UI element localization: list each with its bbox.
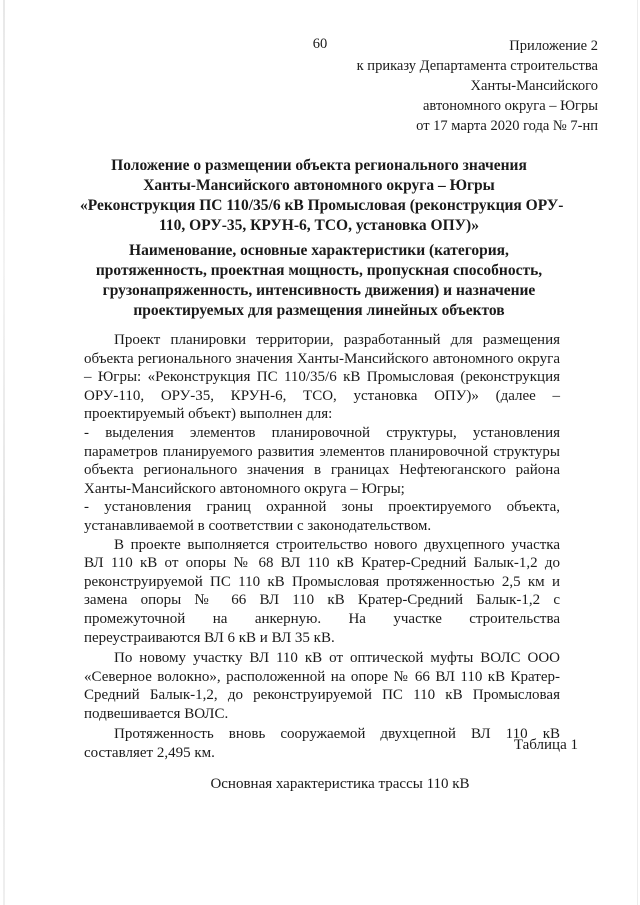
title-line: «Реконструкция ПС 110/35/6 кВ Промысловая (реконструкция ОРУ- — [80, 197, 564, 214]
body-line: Протяженность вновь сооружаемой двухцепной ВЛ 110 кВ — [114, 726, 560, 743]
body-line: – Югры: «Реконструкция ПС 110/35/6 кВ Промысловая (реконструкция — [84, 369, 560, 386]
title-line: 110, ОРУ-35, КРУН-6, ТСО, установка ОПУ)» — [159, 217, 479, 234]
appendix-header — [268, 36, 598, 136]
body-line: ВЛ 110 кВ от опоры № 68 ВЛ 110 кВ Кратер-Средний Балык-1,2 до — [84, 555, 560, 572]
body-line: проектируемый объект) выполнен для: — [84, 406, 333, 423]
appendix-line: к приказу Департамента строительства — [356, 58, 598, 74]
appendix-line: Приложение 2 — [509, 38, 598, 54]
appendix-line: автономного округа – Югры — [422, 98, 598, 114]
title-line: Положение о размещении объекта регионального значения — [111, 157, 527, 174]
body-line: устанавливаемой в соответствии с законодательством. — [84, 517, 432, 534]
scan-edge-right — [637, 0, 638, 905]
body-line: объекта регионального значения в границах Нефтеюганского района — [84, 462, 560, 479]
page-number: 60 — [312, 36, 328, 52]
body-line: Ханты-Мансийского автономного округа – Югры; — [84, 480, 405, 497]
body-line: параметров планируемого развития элементов планировочной структуры — [84, 443, 560, 460]
body-line: объекта регионального значения Ханты-Мансийского автономного округа — [84, 350, 560, 367]
scan-edge-left — [3, 0, 5, 905]
body-line: реконструируемой ПС 110 кВ Промысловая протяженностью 2,5 км и — [84, 573, 560, 590]
appendix-line: Ханты-Мансийского — [470, 78, 598, 94]
body-line: переустраиваются ВЛ 6 кВ и ВЛ 35 кВ. — [84, 629, 335, 646]
body-line: замена опоры № 66 ВЛ 110 кВ Кратер-Средний Балык-1,2 с — [84, 592, 560, 609]
body-line: подвешивается ВОЛС. — [84, 705, 229, 722]
heading-line: грузонапряженность, интенсивность движения) и назначение — [102, 282, 536, 299]
body-line: В проекте выполняется строительство нового двухцепного участка — [114, 536, 560, 553]
body-line: - установления границ охранной зоны проектируемого объекта, — [84, 499, 560, 516]
body-line: Проект планировки территории, разработанный для размещения — [114, 332, 560, 348]
heading-line: протяженность, проектная мощность, пропускная способность, — [95, 262, 543, 279]
body-line: - выделения элементов планировочной структуры, установления — [84, 424, 560, 441]
body-line: ОРУ-110, ОРУ-35, КРУН-6, ТСО, установка ОПУ)» (далее – — [84, 387, 560, 404]
body-text — [84, 331, 560, 763]
body-line: «Северное волокно», расположенной на опоре № 66 ВЛ 110 кВ Кратер- — [84, 668, 560, 685]
title-line: Ханты-Мансийского автономного округа – Югры — [143, 177, 495, 194]
section-heading — [80, 241, 558, 321]
heading-line: Наименование, основные характеристики (категория, — [129, 242, 509, 259]
document-title — [80, 156, 564, 236]
body-line: промежуточной на анкерную. На участке строительства — [84, 610, 560, 627]
table-label: Таблица 1 — [513, 737, 578, 753]
table-title: Основная характеристика трассы 110 кВ — [210, 776, 470, 792]
body-line: По новому участку ВЛ 110 кВ от оптической муфты ВОЛС ООО — [114, 650, 560, 667]
body-line: Средний Балык-1,2, до реконструируемой ПС 110 кВ Промысловая — [84, 687, 560, 704]
heading-line: проектируемых для размещения линейных объектов — [133, 302, 505, 319]
body-line: составляет 2,495 км. — [84, 745, 215, 762]
appendix-line: от 17 марта 2020 года № 7-нп — [416, 118, 598, 134]
